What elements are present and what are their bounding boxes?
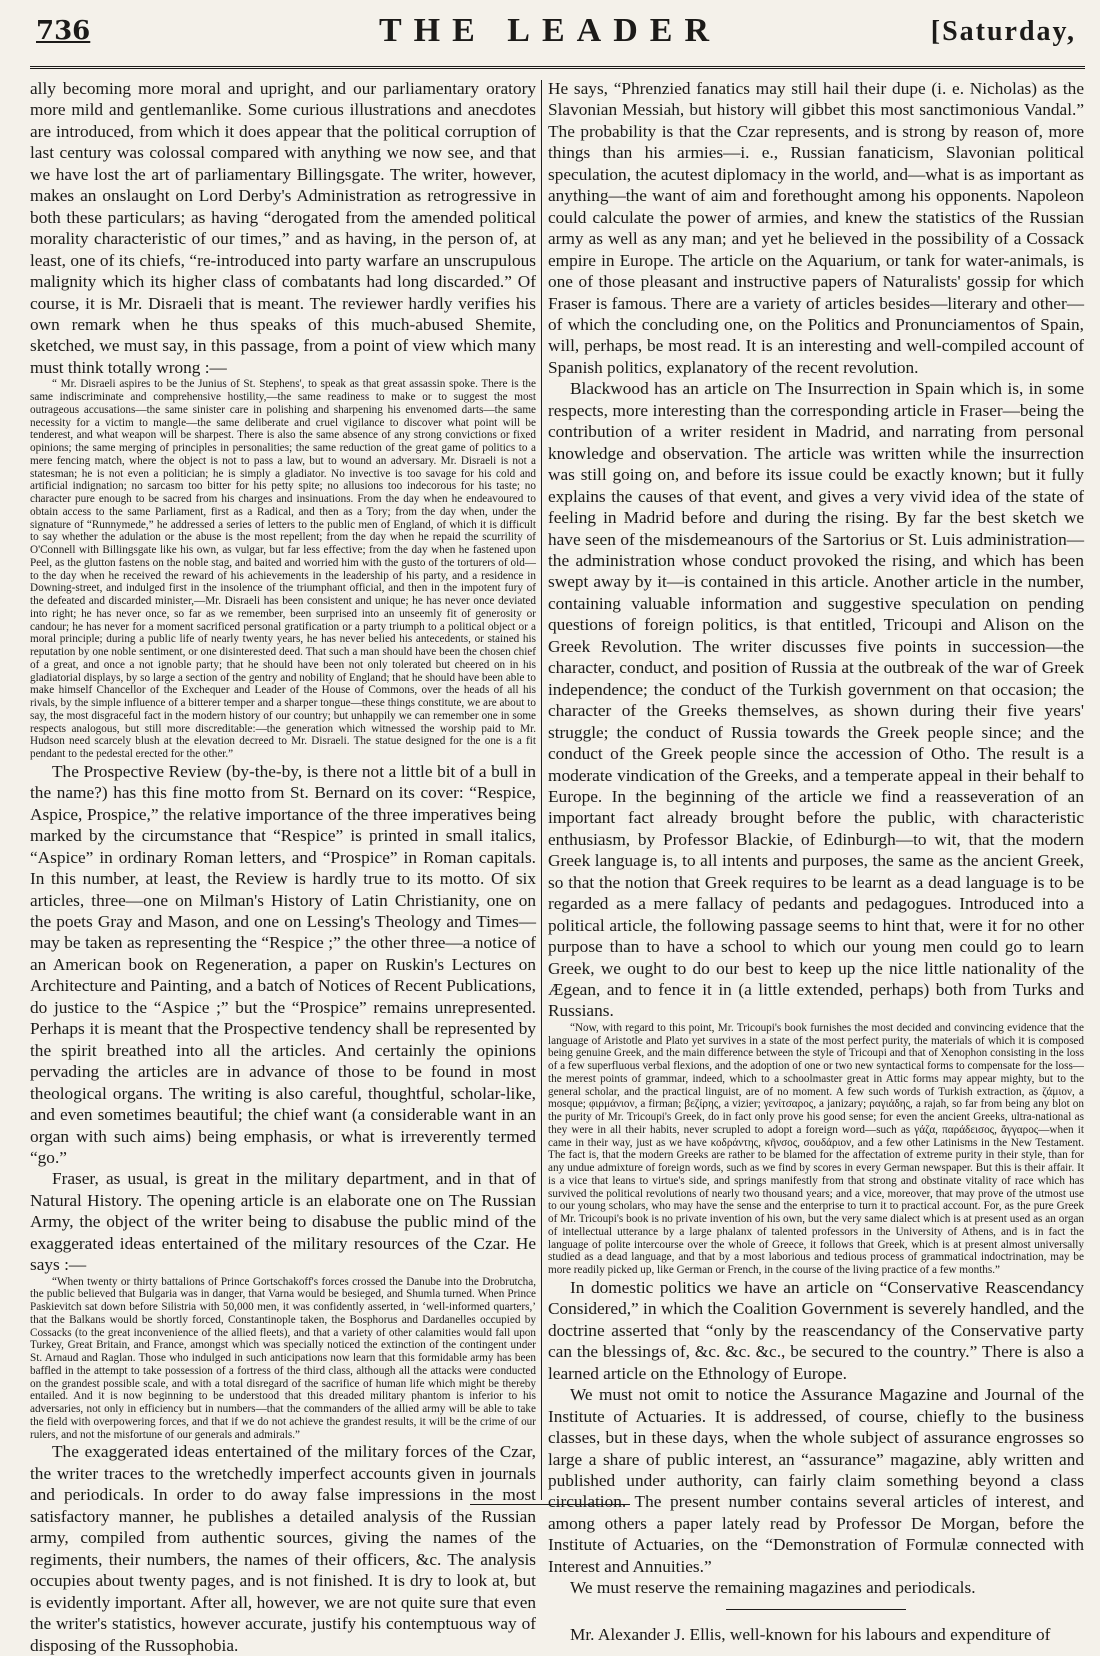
- issue-day: [Saturday,: [930, 16, 1076, 47]
- header-rule: [30, 66, 1085, 69]
- paragraph: The exaggerated ideas entertained of the military forces of the Czar, the writer traces to the wretchedly imperfect accounts given in journals and periodicals. In order to do away false impressions in the most satisfactory manner, he publishes a detailed analysis of the Russian army, compiled from authentic sources, giving the names of the regiments, their numbers, the names of their officers, &c. The analysis occupies about twenty pages, and is not finished. It is dry to look at, but is evidently important. After all, however, we are not quite sure that even the writer's statistics, however accurate, justify his contemptuous way of disposing of the Russophobia.: [30, 1442, 536, 1655]
- paragraph: Mr. Alexander J. Ellis, well-known for his labours and expenditure of: [570, 1624, 1051, 1644]
- paragraph: We must not omit to notice the Assurance Magazine and Journal of the Institute of Actuaries. It is addressed, of course, chiefly to the business classes, but in these days, when the whole subject of assurance engrosses so large a share of public interest, an “assurance” magazine, ably written and published under authority, can fairly claim something beyond a class circulation. The present number contains several articles of interest, and among others a paper lately read by Professor De Morgan, before the Institute of Actuaries, on the “Demonstration of Formulæ connected with Interest and Annuities.”: [548, 1385, 1084, 1576]
- section-rule: [726, 1609, 906, 1610]
- page-number: 736: [36, 16, 91, 46]
- masthead-title: THE LEADER: [379, 12, 721, 49]
- block-quote: “ Mr. Disraeli aspires to be the Junius of St. Stephens', to speak as that great assassin spoke. There is the same indiscriminate and comprehensive hostility,—the same readiness to make or to suggest the most outrageous accusations—the same sinister care in polishing and sharpening his envenomed darts—the same necessity for a victim to mangle—the same deliberate and cruel vigilance to discover what point will be tenderest, and what weapon will be sharpest. There is also the same absence of any strong convictions or fixed opinions; the same merging of principles in personalities; the same reduction of the great game of politics to a mere fencing match, where the object is not to pass a law, but to wound an adversary. Mr. Disraeli is not a statesman; he is not even a politician; he is simply a gladiator. No invective is too savage for his cold and artificial indignation; no sarcasm too bitter for his petty spite; no allusions too indecorous for his taste; no character pure enough to be sacred from his charges and insinuations. From the day when he endeavoured to obtain access to the same Parliament, first as a Radical, and then as a Tory; from the day when, under the signature of “Runnymede,” he addressed a series of letters to the public men of England, of which it is difficult to say whether the adulation or the abuse is the most repellent; from the day when he repaid the scurrility of O'Connell with Billingsgate like his own, as vulgar, but far less effective; from the day when he fastened upon Peel, as the glutton fastens on the noble stag, and baited and worried him with the gusto of the torturers of old—to the day when he received the reward of his achievements in the leadership of his party, and a residence in Downing-street, and indulged first in the insolence of the triumphant official, and then in the impotent fury of the defeated and discarded minister,—Mr. Disraeli has been consistent and unique; he has never once deviated into right; he has never once, so far as we remember, been surprised into an unseemly fit of generosity or candour; he has never for a moment sacrificed personal gratification or a party triumph to a political object or a moral principle; during a public life of nearly twenty years, he has never belied his antecedents, or stained his reputation by one noble sentiment, or one disinterested deed. That such a man should have been the chosen chief of a great, and once a not ignoble party; that he should have been not only tolerated but cheered on in his gladiatorial displays, by so large a section of the gentry and nobility of England; that he should have been able to make himself Chancellor of the Exchequer and Leader of the House of Commons, over the heads of all his rivals, by the simple influence of a bitterer temper and a sharper tongue—these things constitute, we are about to say, the most disgraceful fact in the modern history of our country; but unhappily we can remember one in some respects analogous, but still more discreditable:—the generation which witnessed the worship paid to Mr. Hudson need scarcely blush at the elevation decreed to Mr. Disraeli. The statue designed for the one is a fit pendant to the pedestal erected for the other.”: [30, 378, 536, 761]
- block-quote: “When twenty or thirty battalions of Prince Gortschakoff's forces crossed the Danube into the Drobrutcha, the public believed that Bulgaria was in danger, that Varna would be besieged, and Shumla turned. When Prince Paskievitch sat down before Silistria with 50,000 men, it was confidently asserted, in ‘well-informed quarters,’ that the Balkans would be shortly forced, Constantinople taken, the Bosphorus and Dardanelles occupied by Cossacks (to the great inconvenience of the allied fleets), and that a variety of other calamities would fall upon Turkey, Great Britain, and France, amongst which was specially noticed the extinction of the contingent under St. Arnaud and Raglan. Those who indulged in such anticipations now learn that this formidable army has been baffled in the attempt to take possession of a fortress of the third class, although all the attacks were conducted on the grandest possible scale, and with a total disregard of the sacrifice of human life which might be thereby entailed. And it is now beginning to be understood that this dreaded military phantom is inferior to his adversaries, not only in efficiency but in numbers—that the commanders of the allied army will be able to take the field with overpowering forces, and that if we do not achieve the grandest results, it will be the crime of our rulers, and not the misfortune of our generals and admirals.”: [30, 1275, 536, 1441]
- paragraph: Blackwood has an article on The Insurrection in Spain which is, in some respects, more interesting than the corresponding article in Fraser—being the contribution of a writer resident in Madrid, and narrating from personal knowledge and observation. The article was written while the insurrection was still going on, and before its issue could be exactly known; but it fully explains the causes of that event, and gives a very vivid idea of the state of feeling in Madrid before and during the rising. By far the best sketch we have seen of the misdemeanours of the Sartorius or St. Luis administration—the administration whose conduct provoked the rising, and which has been swept away by it—is contained in this article. Another article in the number, containing valuable information and suggestive speculation on pending questions of foreign politics, is that entitled, Tricoupi and Alison on the Greek Revolution. The writer discusses five points in succession—the character, conduct, and position of Russia at the outbreak of the war of Greek independence; the conduct of the Turkish government on that occasion; the character of the Greeks themselves, as shown during their five years' struggle; the conduct of Russia towards the Greek people since; and the conduct of the Greek people since the accession of Otho. The result is a moderate vindication of the Greeks, and a temperate appeal in their behalf to Europe. In the beginning of the article we find a reasseveration of an important fact already brought before the public, with characteristic enthusiasm, by Professor Blackie, of Edinburgh—to wit, that the modern Greek language is, to all intents and purposes, the same as the ancient Greek, so that the notion that Greek requires to be learnt as a dead language is to be regarded as a mere fallacy of pedants and pedagogues. Introduced into a political article, the following passage seems to hint that, were it for no other purpose than to have a school to which our young men could go to learn Greek, we ought to do our best to keep up the nice little nationality of the Ægean, and to fence it in (a little extended, perhaps) both from Turks and Russians.: [548, 379, 1084, 1021]
- page-header: [0, 0, 1100, 64]
- paragraph: He says, “Phrenzied fanatics may still hail their dupe (i. e. Nicholas) as the Slavonian Messiah, but history will gibbet this most sanctimonious Vandal.” The probability is that the Czar represents, and is strong by reason of, more things than his armies—i. e., Russian fanaticism, Slavonian political speculation, the acutest diplomacy in the world, and—what is as important as anything—the want of aim and forethought among his opponents. Napoleon could calculate the power of armies, and knew the statistics of the Russian army as well as any man; and yet he believed in the possibility of a Cossack empire in Europe. The article on the Aquarium, or tank for water-animals, is one of those pleasant and instructive papers of Naturalists' gossip for which Fraser is famous. There are a variety of articles besides—literary and other—of which the concluding one, on the Politics and Pronunciamentos of Spain, will, perhaps, be most read. It is an interesting and well-compiled account of Spanish politics, explanatory of the recent revolution.: [548, 79, 1084, 377]
- paragraph: The Prospective Review (by-the-by, is there not a little bit of a bull in the name?) has this fine motto from St. Bernard on its cover: “Respice, Aspice, Prospice,” the relative importance of the three imperatives being marked by the circumstance that “Respice” is printed in small italics, “Aspice” in ordinary Roman letters, and “Prospice” in Roman capitals. In this number, at least, the Review is hardly true to its motto. Of six articles, three—one on Milman's History of Latin Christianity, one on the poets Gray and Mason, and one on Lessing's Theology and Times—may be taken as representing the “Respice ;” the other three—a notice of an American book on Regeneration, a paper on Ruskin's Lectures on Architecture and Painting, and a batch of Notices of Recent Publications, do justice to the “Aspice ;” but the “Prospice” remains unrepresented. Perhaps it is meant that the Prospective tendency shall be represented by the spirit breathed into all the articles. And certainly the opinions pervading the articles are in advance of those to be found in most theological organs. The writing is also careful, thoughtful, scholar-like, and even sometimes beautiful; the chief want (a considerable want in an organ with such aims) being emphasis, or what is irreverently termed “go.”: [30, 761, 536, 1167]
- column-divider: [541, 80, 542, 1500]
- footer-rule: [470, 1504, 630, 1505]
- block-quote: “Now, with regard to this point, Mr. Tricoupi's book furnishes the most decided and convincing evidence that the language of Aristotle and Plato yet survives in a state of the most perfect purity, the materials of which it is composed being genuine Greek, and the main difference between the style of Tricoupi and that of Xenophon consisting in the loss of a few superfluous verbal flexions, and the adoption of one or two new syntactical forms to compensate for the loss—the merest points of grammar, indeed, which to a schoolmaster great in Attic forms may appear mighty, but to the general scholar, and the practical linguist, are of no moment. A few such words of Turkish extraction, as ζάμιον, a mosque; φιρμάνιον, a firman; βεζίρης, a vizier; γενίτσαρος, a janizary; ραγιάδης, a rajah, so far from being any blot on the purity of Mr. Tricoupi's Greek, do in fact only prove his good sense; for even the ancient Greeks, ultra-national as they were in all their habits, never scrupled to adopt a foreign word—such as γάζα, παράδεισος, ἄγγαρος—when it came in their way, just as we have κοδράντης, κῆνσος, σουδάριον, and a few other Latinisms in the New Testament. The fact is, that the modern Greeks are rather to be blamed for the affectation of extreme purity in their style, than for any undue admixture of foreign words, such as we find by scores in every German newspaper. But this is their affair. It is a vice that leans to virtue's side, and springs manifestly from that strong and obstinate vitality of race which has survived the political revolutions of nearly two thousand years; and a vice, moreover, that may prove of the utmost use to our young scholars, who may have the sense and the enterprise to turn it to practical account. For, as the pure Greek of Mr. Tricoupi's book is no private invention of his own, but the very same dialect which is at present used as an organ of intellectual utterance by a large phalanx of talented professors in the University of Athens, and is in fact the language of polite intercourse over the whole of Greece, it follows that Greek, which is at present almost universally studied as a dead language, and that by a most laborious and tedious process of grammatical indoctrination, may be more readily picked up, like German or French, in the course of the living practice of a few months.”: [548, 1021, 1084, 1277]
- paragraph: We must reserve the remaining magazines and periodicals.: [570, 1578, 976, 1598]
- left-column: [30, 78, 536, 1655]
- paragraph: In domestic politics we have an article on “Conservative Reascendancy Considered,” in which the Coalition Government is severely handled, and the doctrine asserted that “only by the reascendancy of the Conservative party can the blessings of, &c. &c. &c., be secured to the country.” There is also a learned article on the Ethnology of Europe.: [548, 1277, 1084, 1383]
- paragraph: Fraser, as usual, is great in the military department, and in that of Natural History. The opening article is an elaborate one on The Russian Army, the object of the writer being to disabuse the public mind of the exaggerated ideas entertained of the military resources of the Czar. He says :—: [30, 1169, 536, 1275]
- paragraph: ally becoming more moral and upright, and our parliamentary oratory more mild and gentlemanlike. Some curious illustrations and anecdotes are introduced, from which it does appear that the political corruption of last century was colossal compared with anything we now see, and that we have lost the art of parliamentary Billingsgate. The writer, however, makes an onslaught on Lord Derby's Administration as retrogressive in both these particulars; as having “derogated from the amended political morality characteristic of our times,” and as having, in the person of, at least, one of its chiefs, “re-introduced into party warfare an unscrupulous malignity which its higher class of combatants had long discarded.” Of course, it is Mr. Disraeli that is meant. The reviewer hardly verifies his own remark when he thus speaks of this much-abused Shemite, sketched, we must say, in this passage, from a point of view which many must think totally wrong :—: [30, 79, 536, 377]
- right-column: [548, 78, 1084, 1644]
